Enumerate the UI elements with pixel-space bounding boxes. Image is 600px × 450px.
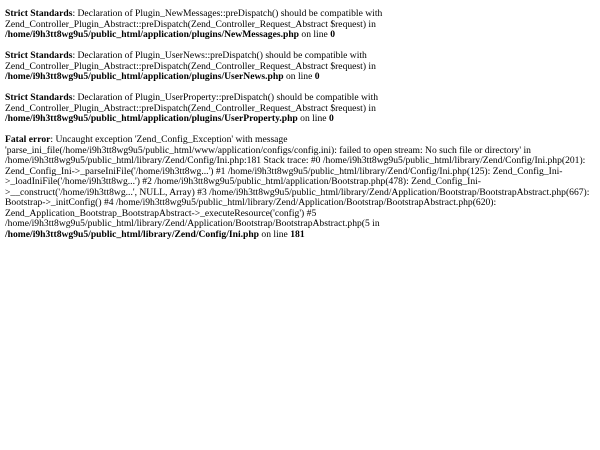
on-line-text: on line [299,29,331,40]
on-line-text: on line [297,113,329,124]
error-level: Strict Standards [5,50,73,61]
on-line-text: on line [259,228,291,240]
error-text: : Declaration of Plugin_UserNews::preDispatch() should be compatible with Zend_Controller_Plugin_Abstract::preDispatch(Zend_Controller_Request_Abstract $request) in [5,50,376,72]
error-line-number: 0 [314,71,320,82]
on-line-text: on line [283,71,315,82]
strict-standards-message [5,93,595,125]
strict-standards-message [5,51,595,83]
fatal-error-message [5,135,595,240]
error-line-number: 0 [330,29,335,40]
error-line-number: 181 [290,228,305,240]
error-file: /home/i9h3tt8wg9u5/public_html/application/plugins/NewMessages.php [5,29,299,40]
error-level: Strict Standards [5,92,73,103]
error-file: /home/i9h3tt8wg9u5/public_html/application/plugins/UserNews.php [5,71,284,82]
error-text: : Declaration of Plugin_NewMessages::preDispatch() should be compatible with Zend_Controller_Plugin_Abstract::preDispatch(Zend_Controller_Request_Abstract $request) in [5,8,383,30]
error-file: /home/i9h3tt8wg9u5/public_html/library/Zend/Config/Ini.php [5,228,260,240]
error-level: Strict Standards [5,8,73,19]
error-file: /home/i9h3tt8wg9u5/public_html/application/plugins/UserProperty.php [5,113,298,124]
strict-standards-message [5,9,595,41]
error-level: Fatal error [5,134,51,145]
error-text: : Declaration of Plugin_UserProperty::preDispatch() should be compatible with Zend_Controller_Plugin_Abstract::preDispatch(Zend_Controller_Request_Abstract $request) in [5,92,379,114]
error-line-number: 0 [328,113,334,124]
error-text: : Uncaught exception 'Zend_Config_Exception' with message 'parse_ini_file(/home/i9h3tt8wg9u5/public_html/www/application/configs/config.ini): failed to open stream: No such file or directory' in /home/i9h3tt8wg9u5/public_html/library/Zend/Config/Ini.php:181 Stack trace: #0 /home/i9h3tt8wg9u5/public_html/library/Zend/Config/Ini.php(201): Zend_Config_Ini->_parseIniFile('/home/i9h3tt8wg...') #1 /home/i9h3tt8wg9u5/public_html/library/Zend/Config/Ini.php(125): Zend_Config_Ini->_loadIniFile('/home/i9h3tt8wg...') #2 /home/i9h3tt8wg9u5/public_html/application/Bootstrap.php(478): Zend_Config_Ini->__construct('/home/i9h3tt8wg...', NULL, Array) #3 /home/i9h3tt8wg9u5/public_html/library/Zend/Application/Bootstrap/BootstrapAbstract.php(667): Bootstrap->_initConfig() #4 /home/i9h3tt8wg9u5/public_html/library/Zend/Application/Bootstrap/BootstrapAbstract.php(620): Zend_Application_Bootstrap_BootstrapAbstract->_executeResource('config') #5 /home/i9h3tt8wg9u5/public_html/library/Zend/Application/Bootstrap/BootstrapAbstract.php(5 in [5,134,590,229]
